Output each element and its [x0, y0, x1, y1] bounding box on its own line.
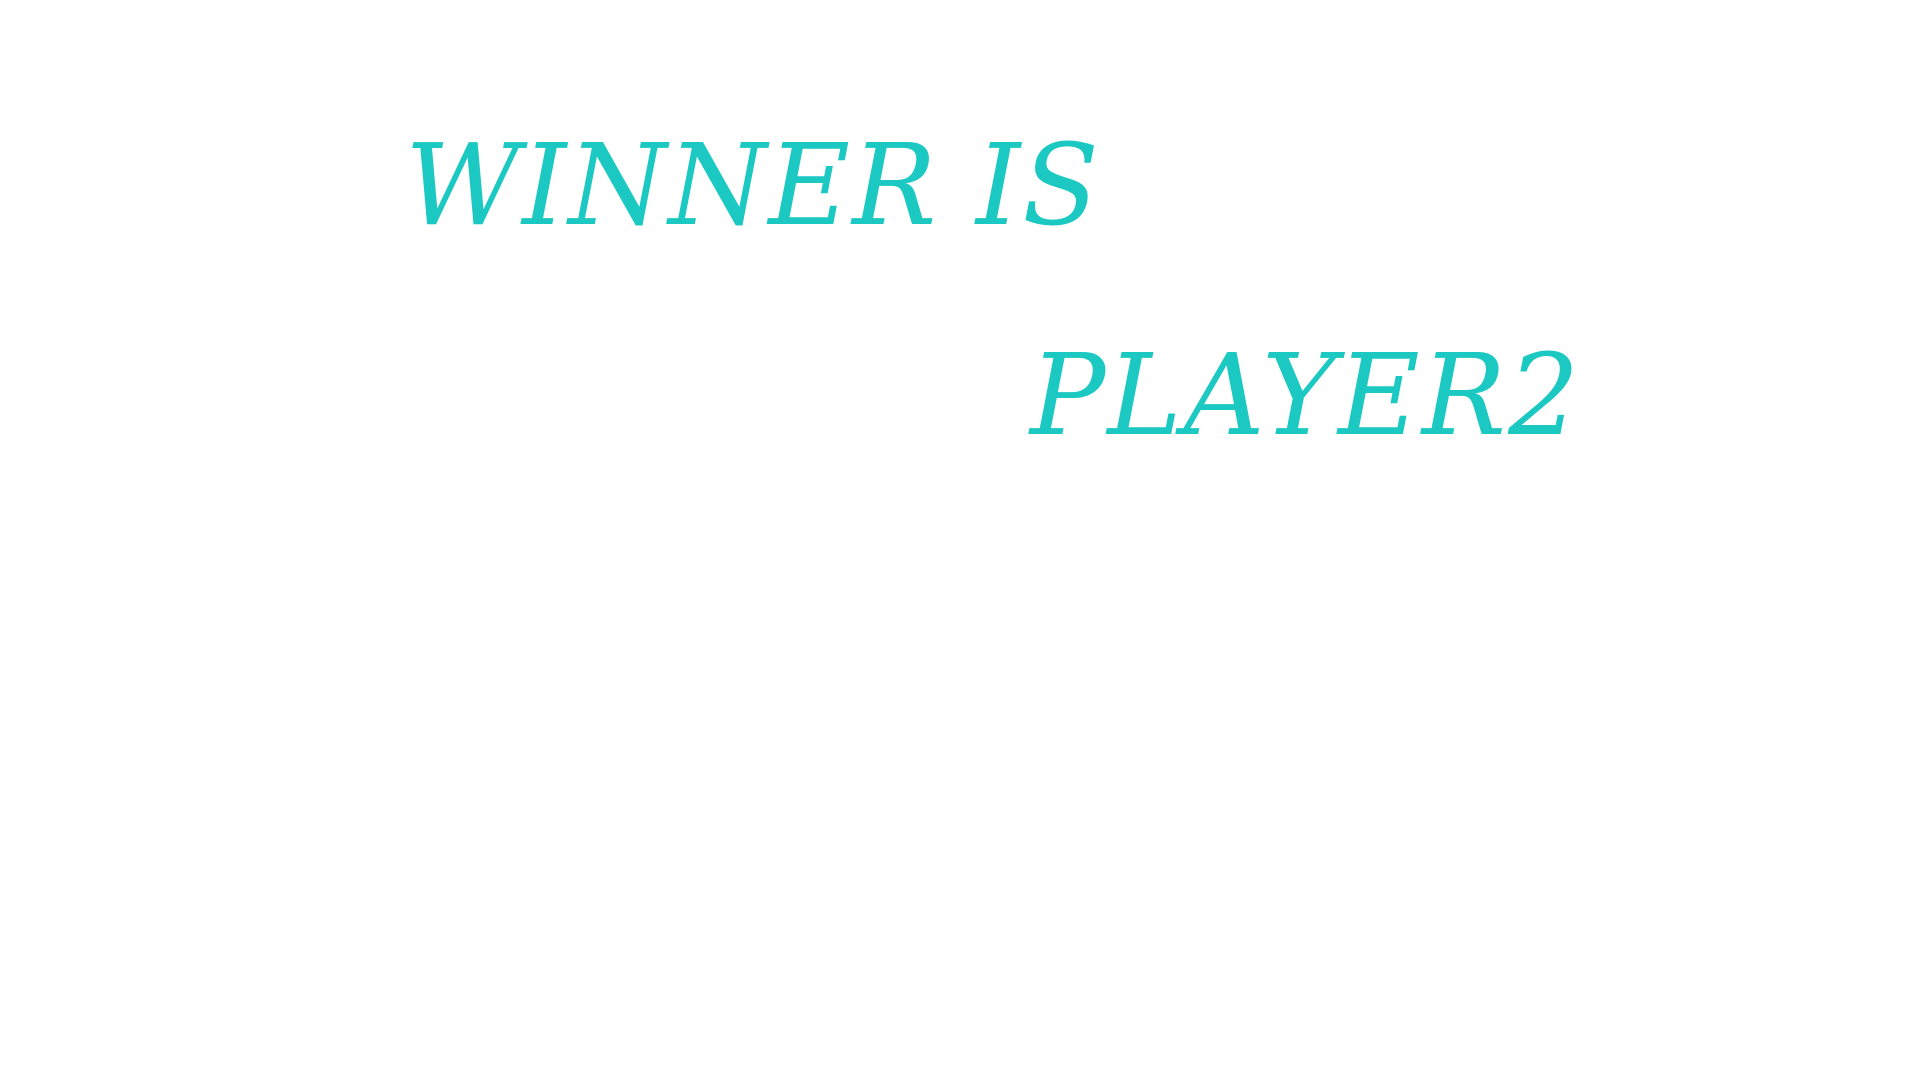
winner-player-name: PLAYER2	[1030, 331, 1582, 461]
winner-headline: WINNER IS	[405, 121, 1102, 251]
